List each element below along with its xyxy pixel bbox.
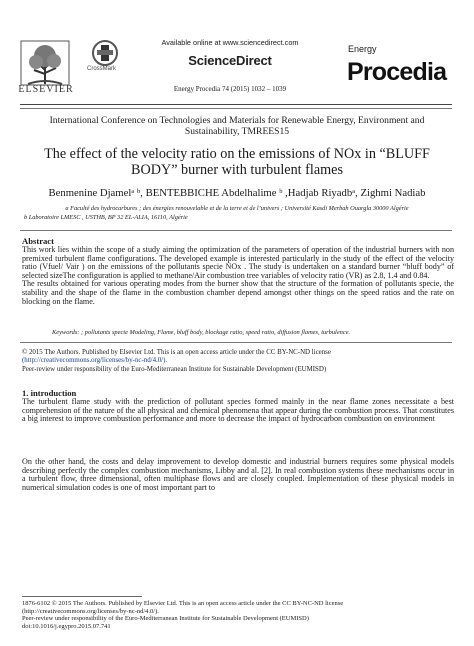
footer-peer-review: Peer-review under responsibility of the Euro-Mediterranean Institute for Sustainable Development (EUMISD) — [22, 615, 309, 623]
abstract-heading: Abstract — [22, 236, 54, 246]
section-heading-introduction: 1. introduction — [22, 388, 77, 398]
copyright-line: © 2015 The Authors. Published by Elsevier Ltd. This is an open access article under the CC BY-NC-ND license — [22, 349, 331, 356]
intro-paragraph-2: On the other hand, the costs and delay improvement to develop domestic and industrial burners requires some physical models describing perfectly the complex combustion mechanisms, Libby and al. [2]. In real combustion systems these mechanisms occur in a turbulent flow, three dimensional, often multiphase flows and are closely coupled. Implementation of these physical models in numerical simulation codes is one of most important part to — [22, 457, 454, 492]
copyright-notice — [22, 349, 454, 374]
conference-name: International Conference on Technologies and Materials for Renewable Energy, Environment and Sustainability, TMREES15 — [49, 115, 425, 137]
footnote-rule — [22, 596, 142, 597]
journal-logo-small: Energy — [348, 44, 377, 54]
elsevier-tree-logo — [20, 40, 70, 90]
sciencedirect-logo: ScienceDirect — [188, 53, 272, 68]
header-rule-thin — [20, 108, 452, 109]
affiliation-a: a Faculté des hydrocarbures ; des énergies renouvelable et de la terre et de l’univers ; Université Kasdi Merbah Ouargla 30000 Algérie — [65, 205, 409, 212]
keywords: Keywords: ; pollutants specie Modeling, Flame, bluff body, blockage ratio, speed ratio, diffusion flames, turbulence. — [52, 329, 351, 336]
crossmark-icon[interactable] — [92, 40, 118, 66]
affiliation-b: b Laboratoire LMESC , USTHB, BP 32 EL-ALIA, 16110, Algérie — [24, 214, 188, 221]
journal-citation: Energy Procedia 74 (2015) 1032 – 1039 — [173, 85, 287, 93]
abstract-bottom-rule — [20, 342, 452, 343]
author-list: Benmenine Djamelᵃ ᵇ, BENTEBBICHE Abdelhalime ᵇ ,Hadjab Riyadbᵃ, Zighmi Nadiab — [48, 187, 426, 199]
license-link[interactable]: (http://creativecommons.org/licenses/by-nc-nd/4.0/). — [22, 357, 168, 365]
crossmark-label: CrossMark — [87, 66, 117, 72]
publisher-name: ELSEVIER — [18, 84, 74, 95]
page-footer — [22, 600, 454, 630]
paper-title: The effect of the velocity ratio on the emissions of NOx in “BLUFF BODY” burner with turbulent flames — [44, 146, 430, 178]
abstract-paragraph-1: This work lies within the scope of a study aiming the optimization of the parameters of operation of the industrial burners with non premixed turbulent flame configurations. The developed example is interested particularly in the study of the effect of the velocity ratio (Vfuel/ Vair ) on the emissions of the pollutants specie NOx . The study is undertaken on a standard burner “bluff body” of selected sizeThe configuration is applied to methane/Air combustion tree variables of velocity ratio (VR) as 2.8, 1.4 and 0.84. — [22, 245, 454, 280]
footer-license-link[interactable]: (http://creativecommons.org/licenses/by-nc-nd/4.0/). — [22, 607, 159, 615]
footer-issn-line: 1876-6102 © 2015 The Authors. Published by Elsevier Ltd. This is an open access article under the CC BY-NC-ND license — [22, 600, 344, 607]
intro-paragraph-1: The turbulent flame study with the prediction of pollutant species formed mainly in the near flame zones necessitate a best comprehension of the nature of the all physical and chemical phenomena that appear during the combustion process. That constitutes a big interest to improve combustion performance and more to decrease the impact of hydrocarbon combustion on environment — [22, 397, 454, 424]
journal-logo-big: Procedia — [347, 58, 447, 86]
peer-review-note: Peer-review under responsibility of the Euro-Mediterranean Institute for Sustainable Development (EUMISD) — [22, 365, 327, 373]
available-online-link[interactable]: Available online at www.sciencedirect.com — [161, 38, 299, 47]
abstract-top-rule — [20, 230, 452, 231]
header-rule — [20, 104, 452, 105]
abstract-paragraph-2: The results obtained for various operating modes from the burner show that the structure of the formation of pollutants specie, the stability and the shape of the flame in the combustion chamber depend amongst other things on the speed ratios and the rate on blocking on the flame. — [22, 279, 454, 306]
abstract-body — [22, 246, 454, 306]
footer-doi[interactable]: doi:10.1016/j.egypro.2015.07.741 — [22, 622, 111, 630]
